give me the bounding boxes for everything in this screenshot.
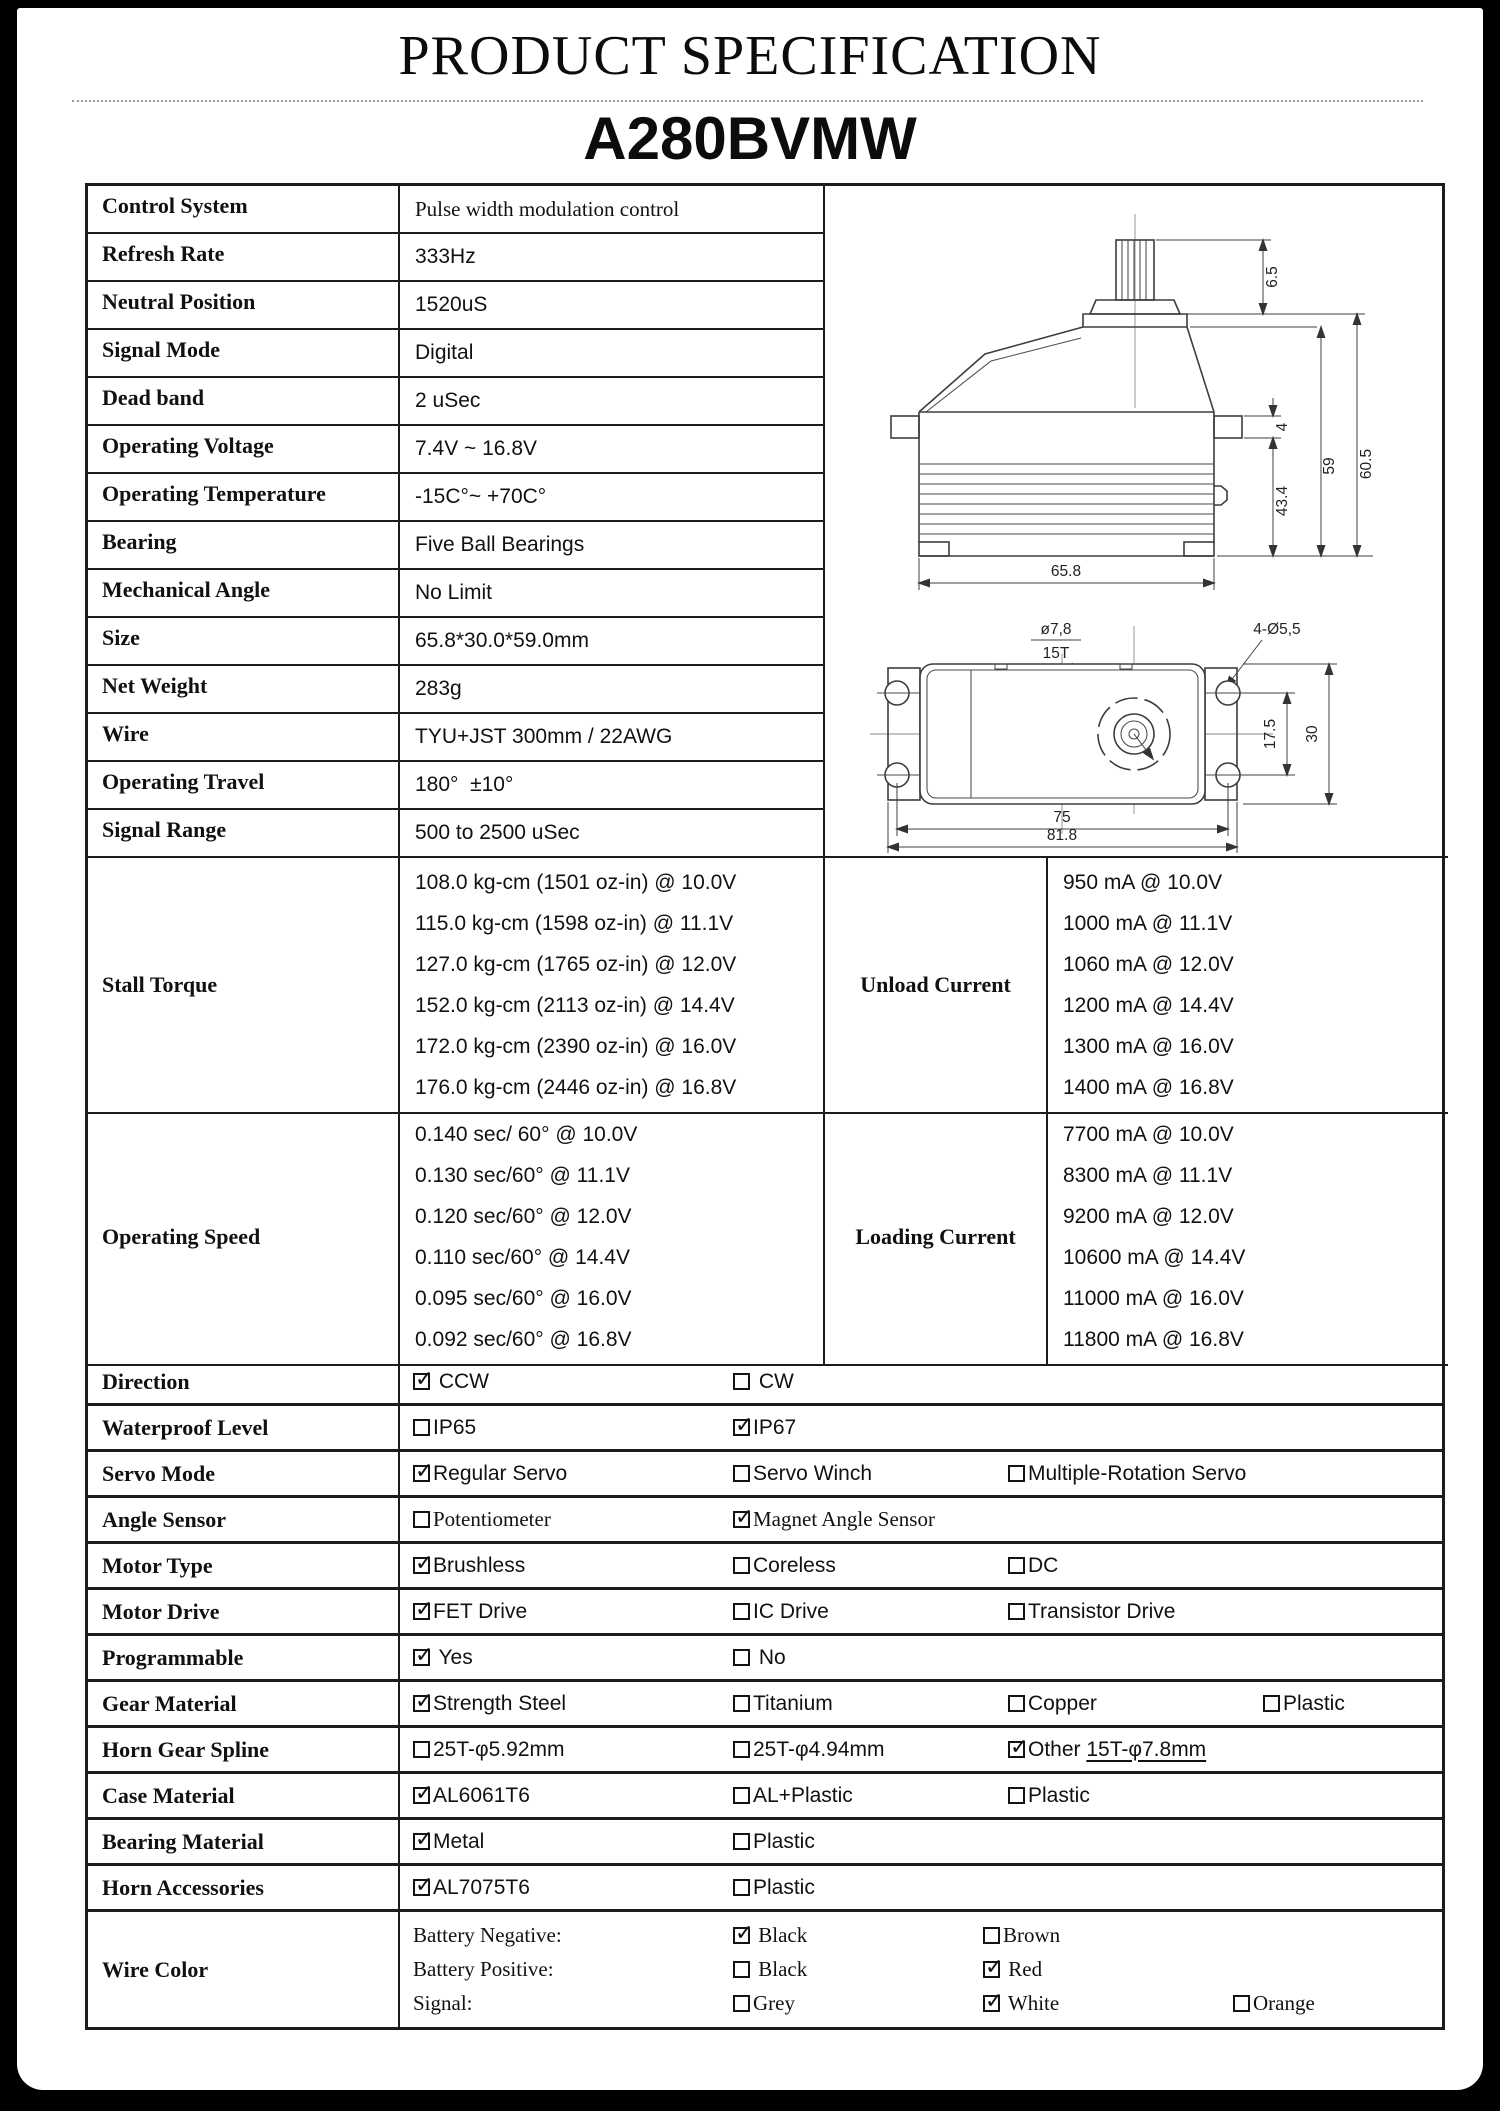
checkbox-icon xyxy=(413,1649,430,1666)
row-label: Direction xyxy=(88,1360,400,1403)
spec-value-dead-band: 2 uSec xyxy=(400,378,825,426)
spec-label-signal-mode: Signal Mode xyxy=(88,330,400,378)
spec-label-mechanical-angle: Mechanical Angle xyxy=(88,570,400,618)
option-white: ✓ White xyxy=(983,1991,1233,2016)
option-25t-494: 25T-φ4.94mm xyxy=(733,1738,1008,1762)
spec-value-neutral-position: 1520uS xyxy=(400,282,825,330)
checkbox-icon xyxy=(733,1603,750,1620)
checkbox-icon xyxy=(733,1879,750,1896)
spec-label-refresh-rate: Refresh Rate xyxy=(88,234,400,282)
spec-row-case-material xyxy=(88,1774,1442,1820)
spec-row-programmable xyxy=(88,1636,1442,1682)
spec-value-net-weight: 283g xyxy=(400,666,825,714)
option-ccw: ✓ CCW xyxy=(413,1370,733,1394)
spec-value-size: 65.8*30.0*59.0mm xyxy=(400,618,825,666)
checkbox-icon xyxy=(413,1465,430,1482)
row-label: Waterproof Level xyxy=(88,1406,400,1449)
spec-row-bearing-material xyxy=(88,1820,1442,1866)
checkbox-icon xyxy=(983,1995,1000,2012)
spec-value-operating-voltage: 7.4V ~ 16.8V xyxy=(400,426,825,474)
loading-current-values: 7700 mA @ 10.0V 8300 mA @ 11.1V 9200 mA @ 12.0V 10600 mA @ 14.4V 11000 mA @ 16.0V 11800 mA @ 16.8V xyxy=(1048,1110,1448,1366)
option-coreless: Coreless xyxy=(733,1554,1008,1578)
spec-row-motor-type xyxy=(88,1544,1442,1590)
spec-row-operating-speed xyxy=(88,1110,1442,1360)
checkbox-icon xyxy=(733,1961,750,1978)
checkbox-icon xyxy=(733,1927,750,1944)
checkbox-icon xyxy=(413,1511,430,1528)
option-ip65: IP65 xyxy=(413,1416,733,1440)
option-dc: DC xyxy=(1008,1554,1263,1578)
spec-value-operating-temperature: -15C°~ +70C° xyxy=(400,474,825,522)
spec-label-operating-travel: Operating Travel xyxy=(88,762,400,810)
loading-current-label: Loading Current xyxy=(825,1110,1048,1366)
stall-torque-values: 108.0 kg-cm (1501 oz-in) @ 10.0V 115.0 kg-cm (1598 oz-in) @ 11.1V 127.0 kg-cm (1765 oz-in) @ 12.0V 152.0 kg-cm (2113 oz-in) @ 14.4V 172.0 kg-cm (2390 oz-in) @ 16.0V 176.0 kg-cm (2446 oz-in) @ 16.8V xyxy=(400,858,825,1114)
spec-label-operating-temperature: Operating Temperature xyxy=(88,474,400,522)
row-label: Motor Drive xyxy=(88,1590,400,1633)
spec-value-refresh-rate: 333Hz xyxy=(400,234,825,282)
checkbox-icon xyxy=(1263,1695,1280,1712)
spec-value-wire: TYU+JST 300mm / 22AWG xyxy=(400,714,825,762)
option-potentiometer: Potentiometer xyxy=(413,1507,733,1532)
option-transistor-drive: Transistor Drive xyxy=(1008,1600,1263,1624)
dim-overall-width: 81.8 xyxy=(1046,827,1078,844)
spec-label-net-weight: Net Weight xyxy=(88,666,400,714)
model-name: A280BVMW xyxy=(583,105,917,172)
checkbox-icon xyxy=(733,1419,750,1436)
spec-row-direction xyxy=(88,1360,1442,1406)
spec-row-motor-drive xyxy=(88,1590,1442,1636)
dim-case-height: 59 xyxy=(1321,457,1338,475)
operating-speed-label: Operating Speed xyxy=(88,1110,400,1366)
unload-current-label: Unload Current xyxy=(825,858,1048,1114)
checkbox-icon xyxy=(733,1741,750,1758)
option-orange: Orange xyxy=(1233,1991,1442,2016)
spec-row-horn-accessories xyxy=(88,1866,1442,1912)
checkbox-icon xyxy=(1233,1995,1250,2012)
spec-value-mechanical-angle: No Limit xyxy=(400,570,825,618)
spec-value-control-system: Pulse width modulation control xyxy=(400,186,825,234)
wire-line-signal: Signal: Grey ✓ White Orange xyxy=(413,1991,1442,2016)
side-view xyxy=(891,214,1375,590)
dim-spline-teeth: 15T xyxy=(1042,645,1070,662)
document-title: PRODUCT SPECIFICATION xyxy=(398,25,1102,87)
option-fet-drive: ✓ FET Drive xyxy=(413,1600,733,1624)
checkbox-icon xyxy=(733,1373,750,1390)
spec-label-size: Size xyxy=(88,618,400,666)
spec-label-neutral-position: Neutral Position xyxy=(88,282,400,330)
dim-lower-height: 43.4 xyxy=(1274,485,1291,517)
spec-label-operating-voltage: Operating Voltage xyxy=(88,426,400,474)
document-page xyxy=(17,8,1483,2090)
spec-table xyxy=(85,183,1445,2030)
checkbox-icon xyxy=(413,1603,430,1620)
checkbox-icon xyxy=(1008,1787,1025,1804)
option-plastic: Plastic xyxy=(1008,1784,1263,1808)
spec-row-angle-sensor xyxy=(88,1498,1442,1544)
stall-torque-label: Stall Torque xyxy=(88,858,400,1114)
technical-drawings xyxy=(825,186,1448,858)
option-cw: CW xyxy=(733,1370,1008,1394)
dim-mount-holes: 4-Ø5,5 xyxy=(1253,621,1301,638)
spec-row-wire-color xyxy=(88,1912,1442,2027)
option-grey: Grey xyxy=(733,1991,983,2016)
spec-row-waterproof-level xyxy=(88,1406,1442,1452)
checkbox-icon xyxy=(413,1833,430,1850)
option-titanium: Titanium xyxy=(733,1692,1008,1716)
spec-row-horn-gear-spline xyxy=(88,1728,1442,1774)
option-brushless: ✓ Brushless xyxy=(413,1554,733,1578)
checkbox-icon xyxy=(733,1511,750,1528)
option-metal: ✓ Metal xyxy=(413,1830,733,1854)
option-magnet-angle-sensor: ✓ Magnet Angle Sensor xyxy=(733,1507,1008,1532)
title-divider xyxy=(72,100,1423,102)
checkbox-icon xyxy=(733,1695,750,1712)
checkbox-icon xyxy=(1008,1695,1025,1712)
wire-line-battery-positive: Battery Positive: Black ✓ Red xyxy=(413,1957,1442,1982)
option-al-plastic: AL+Plastic xyxy=(733,1784,1008,1808)
option-no: No xyxy=(733,1646,1008,1670)
checkbox-icon xyxy=(733,1465,750,1482)
checkbox-icon xyxy=(733,1995,750,2012)
spec-row-servo-mode xyxy=(88,1452,1442,1498)
option-25t-592: 25T-φ5.92mm xyxy=(413,1738,733,1762)
option-black: Black xyxy=(733,1957,983,1982)
option-other-15t: ✓ Other 15T-φ7.8mm xyxy=(1008,1738,1263,1762)
option-plastic: Plastic xyxy=(733,1876,1008,1900)
spec-section-general xyxy=(88,186,1442,858)
checkbox-icon xyxy=(413,1419,430,1436)
dim-body-width: 65.8 xyxy=(1050,563,1082,580)
option-copper: Copper xyxy=(1008,1692,1263,1716)
spec-row-gear-material xyxy=(88,1682,1442,1728)
option-servo-winch: Servo Winch xyxy=(733,1462,1008,1486)
option-al6061t6: ✓ AL6061T6 xyxy=(413,1784,733,1808)
row-label: Angle Sensor xyxy=(88,1498,400,1541)
checkbox-icon xyxy=(413,1373,430,1390)
option-regular-servo: ✓ Regular Servo xyxy=(413,1462,733,1486)
spec-label-control-system: Control System xyxy=(88,186,400,234)
dim-spline-height: 6.5 xyxy=(1264,266,1281,288)
dim-overall-height: 60.5 xyxy=(1358,448,1375,480)
checkbox-icon xyxy=(413,1557,430,1574)
row-label: Horn Accessories xyxy=(88,1866,400,1909)
row-label: Wire Color xyxy=(88,1912,400,2027)
option-plastic: Plastic xyxy=(1263,1692,1442,1716)
spec-value-signal-mode: Digital xyxy=(400,330,825,378)
dim-mount-width: 75 xyxy=(1053,809,1071,826)
dim-body-depth: 30 xyxy=(1304,725,1321,743)
checkbox-icon xyxy=(413,1695,430,1712)
checkbox-icon xyxy=(733,1649,750,1666)
checkbox-icon xyxy=(413,1787,430,1804)
spec-label-wire: Wire xyxy=(88,714,400,762)
option-plastic: Plastic xyxy=(733,1830,1008,1854)
spec-row-stall-torque xyxy=(88,858,1442,1110)
unload-current-values: 950 mA @ 10.0V 1000 mA @ 11.1V 1060 mA @ 12.0V 1200 mA @ 14.4V 1300 mA @ 16.0V 1400 mA @ 16.8V xyxy=(1048,858,1448,1114)
checkbox-icon xyxy=(1008,1741,1025,1758)
option-black: ✓ Black xyxy=(733,1923,983,1948)
spec-value-signal-range: 500 to 2500 uSec xyxy=(400,810,825,858)
wire-line-battery-negative: Battery Negative: ✓ Black Brown xyxy=(413,1923,1442,1948)
row-label: Servo Mode xyxy=(88,1452,400,1495)
option-ip67: ✓ IP67 xyxy=(733,1416,1008,1440)
option-ic-drive: IC Drive xyxy=(733,1600,1008,1624)
checkbox-icon xyxy=(1008,1465,1025,1482)
spec-value-bearing: Five Ball Bearings xyxy=(400,522,825,570)
top-view xyxy=(870,621,1337,853)
checkbox-icon xyxy=(413,1741,430,1758)
option-brown: Brown xyxy=(983,1923,1233,1948)
dim-hole-pitch: 17.5 xyxy=(1262,718,1279,750)
option-strength-steel: ✓ Strength Steel xyxy=(413,1692,733,1716)
row-label: Case Material xyxy=(88,1774,400,1817)
checkbox-icon xyxy=(1008,1557,1025,1574)
row-label: Horn Gear Spline xyxy=(88,1728,400,1771)
checkbox-icon xyxy=(983,1927,1000,1944)
checkbox-icon xyxy=(733,1557,750,1574)
option-al7075t6: ✓ AL7075T6 xyxy=(413,1876,733,1900)
row-label: Programmable xyxy=(88,1636,400,1679)
row-label: Motor Type xyxy=(88,1544,400,1587)
checkbox-icon xyxy=(733,1833,750,1850)
spec-label-bearing: Bearing xyxy=(88,522,400,570)
row-label: Gear Material xyxy=(88,1682,400,1725)
spec-label-signal-range: Signal Range xyxy=(88,810,400,858)
option-red: ✓ Red xyxy=(983,1957,1233,1982)
dim-spline-diameter: ø7,8 xyxy=(1040,621,1072,638)
checkbox-icon xyxy=(733,1787,750,1804)
dim-tab-thickness: 4 xyxy=(1274,422,1291,432)
operating-speed-values: 0.140 sec/ 60° @ 10.0V 0.130 sec/60° @ 11.1V 0.120 sec/60° @ 12.0V 0.110 sec/60° @ 14.4V 0.095 sec/60° @ 16.0V 0.092 sec/60° @ 16.8V xyxy=(400,1110,825,1366)
servo-dimension-drawing xyxy=(825,186,1446,854)
checkbox-icon xyxy=(983,1961,1000,1978)
option-yes: ✓ Yes xyxy=(413,1646,733,1670)
spec-value-operating-travel: 180° ±10° xyxy=(400,762,825,810)
option-multiple-rotation-servo: Multiple-Rotation Servo xyxy=(1008,1462,1263,1486)
row-label: Bearing Material xyxy=(88,1820,400,1863)
checkbox-icon xyxy=(1008,1603,1025,1620)
spec-label-dead-band: Dead band xyxy=(88,378,400,426)
checkbox-icon xyxy=(413,1879,430,1896)
